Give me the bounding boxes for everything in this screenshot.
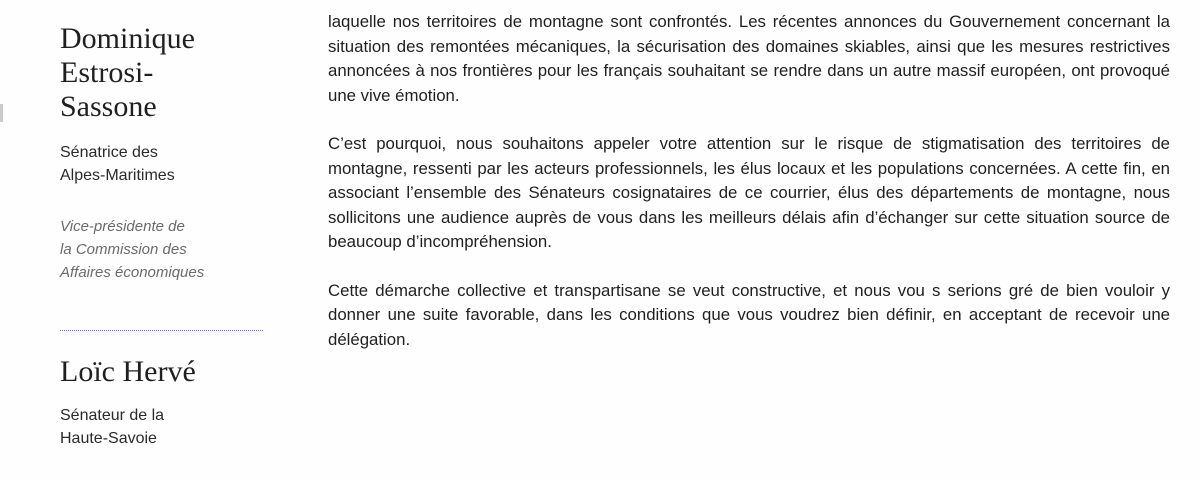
- signatory-role: Sénatrice des Alpes-Maritimes: [60, 144, 175, 184]
- signatory-role: Sénateur de la Haute-Savoie: [60, 407, 165, 447]
- signatory-name: Dominique Estrosi- Sassone: [60, 22, 195, 123]
- letter-paragraph: laquelle nos territoires de montagne sont confrontés. Les récentes annonces du Gouvernement concernant la situation des remontées mécaniques, la sécurisation des domaines skiables, ainsi que les mesures restrictives annoncées à nos frontières pour les français souhaitant se rendre dans un autre massif européen, ont provoqué une vive émotion.: [328, 12, 1170, 105]
- letter-paragraph: Cette démarche collective et transpartisane se veut constructive, et nous vou s serions gré de bien vouloir y donner une suite favorable, dans les conditions que vous voudrez bien définir, en acceptant de recevoir une délégation.: [328, 280, 1170, 349]
- signatories-sidebar: [60, 0, 290, 480]
- signatory-vice-presidency: Vice-présidente de la Commission des Affaires économiques: [60, 218, 205, 281]
- letter-paragraph: C’est pourquoi, nous souhaitons appeler votre attention sur le risque de stigmatisation des territoires de montagne, ressenti par les acteurs professionnels, les élus locaux et les populations concernées. A cette fin, en associant l’ensemble des Sénateurs cosignataires de ce courrier, élus des départements de montagne, nous sollicitons une audience auprès de vous dans les meilleurs délais afin d’échanger sur cette situation source de beaucoup d’incompréhension.: [328, 134, 1170, 251]
- sidebar-divider: [60, 330, 263, 331]
- binding-mark: [0, 104, 3, 122]
- letter-body: [328, 0, 1170, 376]
- signatory-name: Loïc Hervé: [60, 355, 196, 388]
